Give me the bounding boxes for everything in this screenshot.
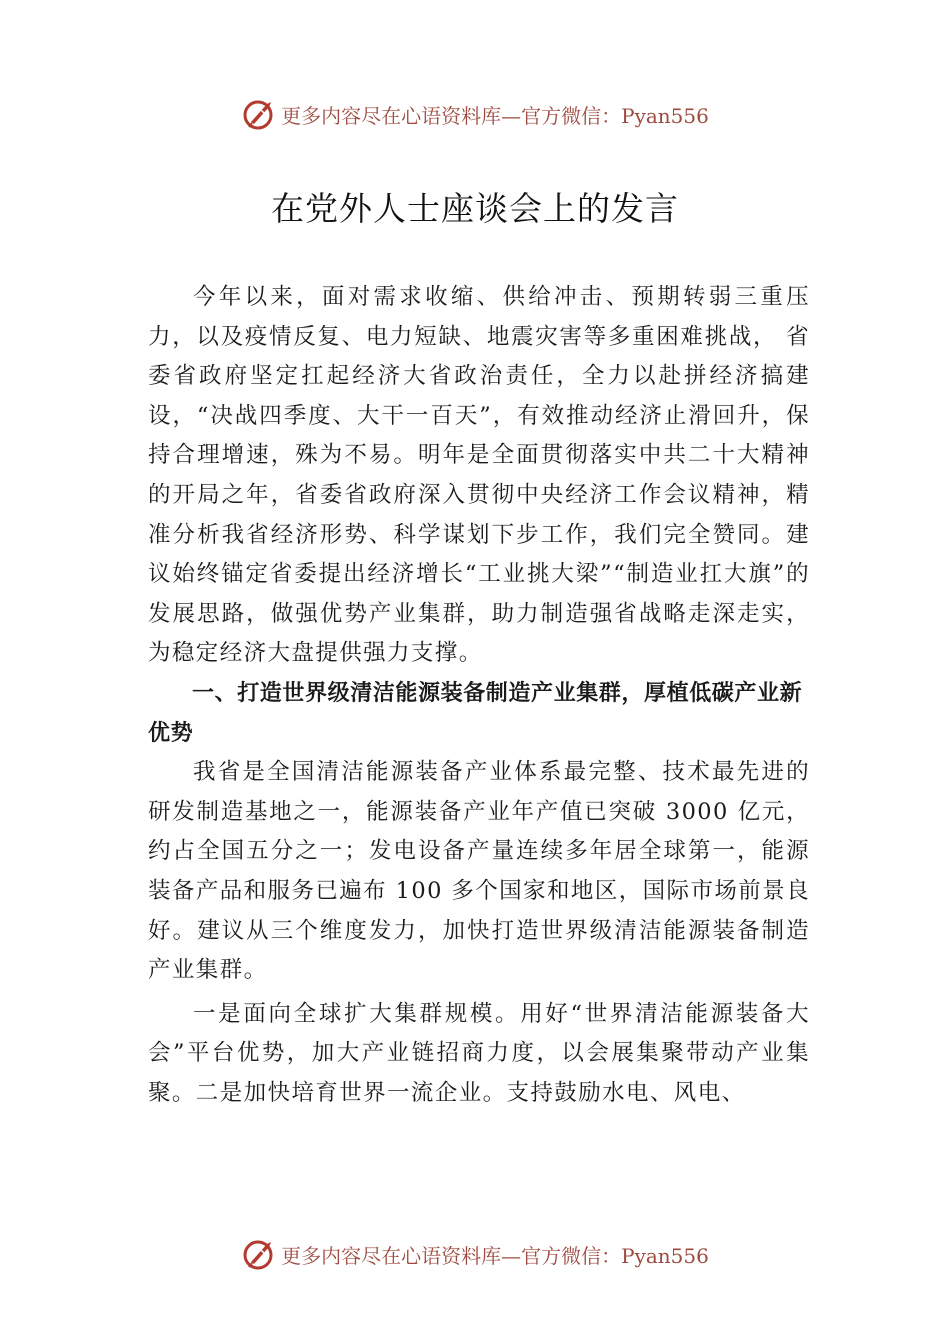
quill-pen-logo-icon (241, 96, 277, 132)
section-heading-1: 一、打造世界级清洁能源装备制造产业集群，厚植低碳产业新优势 (148, 680, 803, 746)
header-watermark-banner (0, 94, 950, 134)
document-body (148, 278, 810, 1113)
section-1-paragraph-1: 我省是全国清洁能源装备产业体系最完整、技术最先进的研发制造基地之一，能源装备产业年产值已突破 3000 亿元，约占全国五分之一；发电设备产量连续多年居全球第一，能源装备产品和服务已遍布 100 多个国家和地区，国际市场前景良好。建议从三个维度发力，加快打造世界级清洁能源装备制造产业集群。 (148, 759, 810, 984)
footer-watermark-banner (0, 1234, 950, 1274)
watermark-text: 更多内容尽在心语资料库—官方微信：Pyan556 (281, 1243, 709, 1268)
section-1-paragraph-2: 一是面向全球扩大集群规模。用好“世界清洁能源装备大会”平台优势，加大产业链招商力度，以会展集聚带动产业集聚。二是加快培育世界一流企业。支持鼓励水电、风电、 (148, 1000, 810, 1106)
quill-pen-logo-icon (241, 1236, 277, 1272)
page-title: 在党外人士座谈会上的发言 (271, 189, 679, 228)
watermark-text: 更多内容尽在心语资料库—官方微信：Pyan556 (281, 103, 709, 128)
intro-paragraph: 今年以来，面对需求收缩、供给冲击、预期转弱三重压力，以及疫情反复、电力短缺、地震灾害等多重困难挑战， 省委省政府坚定扛起经济大省政治责任，全力以赴拼经济搞建设，“决战四季度、大干一百天”，有效推动经济止滑回升，保持合理增速，殊为不易。明年是全面贯彻落实中共二十大精神的开局之年，省委省政府深入贯彻中央经济工作会议精神，精准分析我省经济形势、科学谋划下步工作，我们完全赞同。建议始终锚定省委提出经济增长“工业挑大梁”“制造业扛大旗”的发展思路，做强优势产业集群，助力制造强省战略走深走实，为稳定经济大盘提供强力支撑。 (148, 284, 810, 667)
